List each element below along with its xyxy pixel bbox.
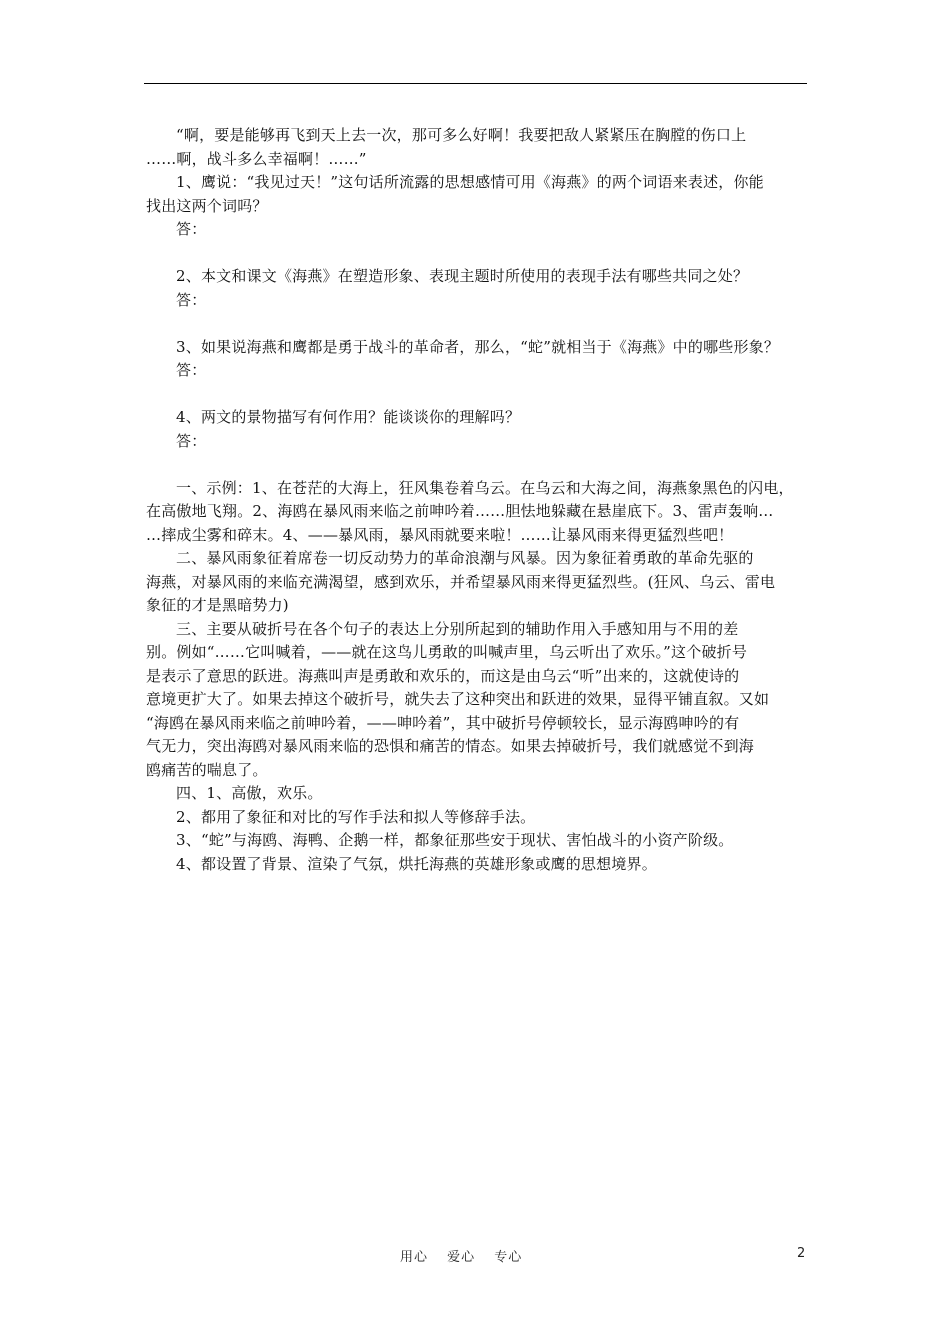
text-line: 是表示了意思的跃进。海燕叫声是勇敢和欢乐的，而这是由乌云“听”出来的，这就使诗的 — [146, 666, 740, 685]
text-line: 三、主要从破折号在各个句子的表达上分别所起到的辅助作用入手感知用与不用的差 — [176, 619, 739, 638]
text-line: 3、如果说海燕和鹰都是勇于战斗的革命者，那么，“蛇”就相当于《海燕》中的哪些形象？ — [176, 337, 780, 356]
text-line: “海鸥在暴风雨来临之前呻吟着，——呻吟着”，其中破折号停顿较长，显示海鸥呻吟的有 — [146, 713, 740, 732]
text-line: 在高傲地飞翔。2、海鸥在暴风雨来临之前呻吟着……胆怯地躲藏在悬崖底下。3、雷声轰响… — [146, 502, 774, 520]
page-number: 2 — [797, 1246, 806, 1261]
document-body — [146, 124, 816, 876]
text-line: 3、“蛇”与海鸥、海鸭、企鹅一样，都象征那些安于现状、害怕战斗的小资产阶级。 — [176, 831, 734, 849]
text-line: 一、示例：1、在苍茫的大海上，狂风集卷着乌云。在乌云和大海之间，海燕象黑色的闪电， — [176, 478, 794, 497]
text-line: …摔成尘雾和碎末。4、——暴风雨，暴风雨就要来啦！……让暴风雨来得更猛烈些吧！ — [146, 525, 734, 544]
text-line: 4、两文的景物描写有何作用？能谈谈你的理解吗？ — [176, 408, 521, 426]
blank-line — [146, 312, 816, 336]
text-line: 答： — [176, 431, 207, 450]
text-line: 1、鹰说：“我见过天！”这句话所流露的思想感情可用《海燕》的两个词语来表述，你能 — [176, 173, 764, 191]
text-line: 象征的才是黑暗势力) — [146, 596, 289, 614]
text-line: 二、暴风雨象征着席卷一切反动势力的革命浪潮与风暴。因为象征着勇敢的革命先驱的 — [176, 549, 754, 567]
text-line: 2、都用了象征和对比的写作手法和拟人等修辞手法。 — [176, 807, 536, 826]
blank-line — [146, 242, 816, 266]
header-rule — [144, 83, 807, 84]
text-line: 四、1、高傲，欢乐。 — [176, 784, 323, 802]
blank-line — [146, 453, 816, 477]
text-line: 海燕，对暴风雨的来临充满渴望，感到欢乐，并希望暴风雨来得更猛烈些。(狂风、乌云、雷电 — [146, 572, 776, 591]
blank-line — [146, 383, 816, 407]
text-line: 找出这两个词吗？ — [146, 196, 268, 215]
text-line: 答： — [176, 220, 207, 238]
text-line: 别。例如“……它叫喊着，——就在这鸟儿勇敢的叫喊声里，乌云听出了欢乐。”这个破折号 — [146, 643, 748, 661]
text-line: 2、本文和课文《海燕》在塑造形象、表现主题时所使用的表现手法有哪些共同之处？ — [176, 267, 749, 285]
text-line: 答： — [176, 290, 207, 309]
footer-motto: 用心 爱心 专心 — [400, 1250, 523, 1265]
text-line: 鸥痛苦的喘息了。 — [146, 760, 268, 779]
text-line: 气无力，突出海鸥对暴风雨来临的恐惧和痛苦的情态。如果去掉破折号，我们就感觉不到海 — [146, 737, 755, 755]
text-line: 4、都设置了背景、渲染了气氛，烘托海燕的英雄形象或鹰的思想境界。 — [176, 854, 657, 873]
text-line: ……啊，战斗多么幸福啊！……” — [146, 149, 367, 168]
text-line: 意境更扩大了。如果去掉这个破折号，就失去了这种突出和跃进的效果，显得平铺直叙。又如 — [146, 690, 770, 708]
text-line: 答： — [176, 361, 207, 379]
text-line: “啊，要是能够再飞到天上去一次，那可多么好啊！我要把敌人紧紧压在胸膛的伤口上 — [176, 126, 747, 144]
